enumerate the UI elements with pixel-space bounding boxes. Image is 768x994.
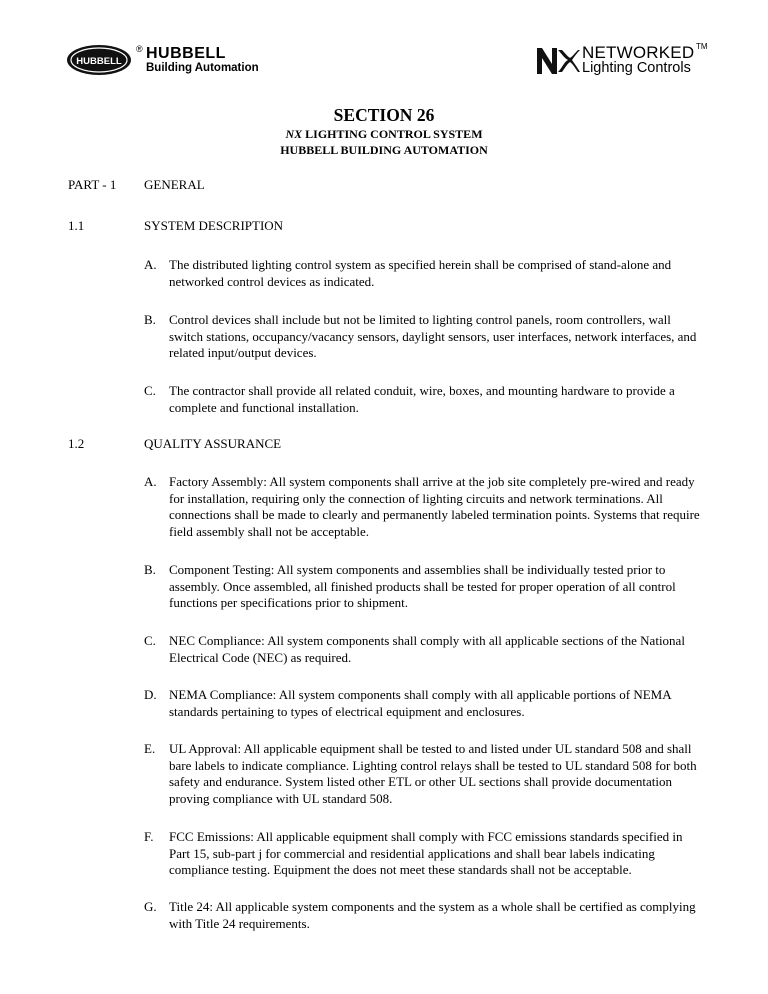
hubbell-subtitle: Building Automation [146, 62, 259, 74]
section-title: SECTION 26 [333, 105, 435, 125]
item-text: The distributed lighting control system as specified herein shall be comprised of stand-alone and networked control devices as indicated. [169, 257, 672, 289]
section-1-2-label: 1.2 [68, 436, 85, 451]
part-label: PART - 1 [68, 177, 117, 192]
item-text: Control devices shall include but not be limited to lighting control panels, room controllers, wall switch stations, occupancy/vacancy sensors, daylight sensors, user interfaces, network interfaces, and related input/output devices. [169, 312, 697, 360]
registered-mark: ® [136, 44, 143, 54]
section-1-2-heading: QUALITY ASSURANCE [144, 436, 282, 451]
hubbell-name: HUBBELL [146, 45, 226, 62]
section-subtitle [0, 127, 768, 141]
hubbell-oval-emblem [66, 44, 132, 76]
item-letter: A. [144, 257, 157, 272]
item-letter: C. [144, 383, 156, 398]
item-text: The contractor shall provide all related conduit, wire, boxes, and mounting hardware to provide a complete and functional installation. [169, 383, 675, 415]
item-text: Component Testing: All system components and assemblies shall be individually tested prior to assembly. Once assembled, all finished products shall be tested for proper operation of all control functions per specifications prior to shipment. [169, 562, 676, 610]
nx-lighting-controls-text: Lighting Controls [582, 60, 691, 76]
item-letter: B. [144, 312, 156, 327]
item-text: FCC Emissions: All applicable equipment shall comply with FCC emissions standards specified in Part 15, sub-part j for commercial and residential applications and shall bear labels indicating compliance testing. Equipment the does not meet these standards shall not be acceptable. [169, 829, 683, 877]
item-letter: A. [144, 474, 157, 489]
hubbell-oval-text: HUBBELL [76, 56, 122, 67]
list-item [144, 383, 704, 416]
list-item [144, 829, 704, 879]
list-item [144, 312, 704, 362]
item-letter: G. [144, 899, 157, 914]
item-text: UL Approval: All applicable equipment shall be tested to and listed under UL standard 508 and shall bare labels to indicate compliance. Lighting control relays shall be tested to UL standard 508 for both safety and endurance. System listed other ETL or other UL sections shall provide documentation proving compliance with UL standard 508. [169, 741, 697, 806]
subtitle-nx: NX [285, 127, 303, 141]
nx-networked-text: NETWORKED [582, 43, 695, 62]
item-letter: D. [144, 687, 157, 702]
section-1-1-heading: SYSTEM DESCRIPTION [144, 218, 284, 233]
nx-mark-icon [534, 42, 580, 78]
list-item [144, 257, 704, 290]
section-1-1-label: 1.1 [68, 218, 85, 233]
item-text: Factory Assembly: All system components shall arrive at the job site completely pre-wired and ready for installation, requiring only the connection of lighting circuits and network terminations. All connections shall be made to clearly and permanently labeled termination points. Systems that require field assembly shall not be acceptable. [169, 474, 700, 539]
list-item [144, 741, 704, 807]
nx-logo [534, 42, 714, 80]
section-subtitle-2: HUBBELL BUILDING AUTOMATION [280, 143, 488, 157]
trademark-mark: TM [696, 42, 708, 51]
subtitle-rest: LIGHTING CONTROL SYSTEM [302, 127, 483, 141]
list-item [144, 562, 704, 612]
list-item [144, 474, 704, 540]
part-heading: GENERAL [144, 177, 205, 192]
hubbell-logo [66, 44, 306, 78]
item-letter: B. [144, 562, 156, 577]
item-letter: E. [144, 741, 156, 756]
item-letter: F. [144, 829, 154, 844]
item-text: Title 24: All applicable system components and the system as a whole shall be certified as complying with Title 24 requirements. [169, 899, 696, 931]
list-item [144, 899, 704, 932]
item-text: NEMA Compliance: All system components shall comply with all applicable portions of NEMA standards pertaining to types of electrical equipment and enclosures. [169, 687, 671, 719]
list-item [144, 687, 704, 720]
item-text: NEC Compliance: All system components shall comply with all applicable sections of the National Electrical Code (NEC) as required. [169, 633, 685, 665]
item-letter: C. [144, 633, 156, 648]
list-item [144, 633, 704, 666]
